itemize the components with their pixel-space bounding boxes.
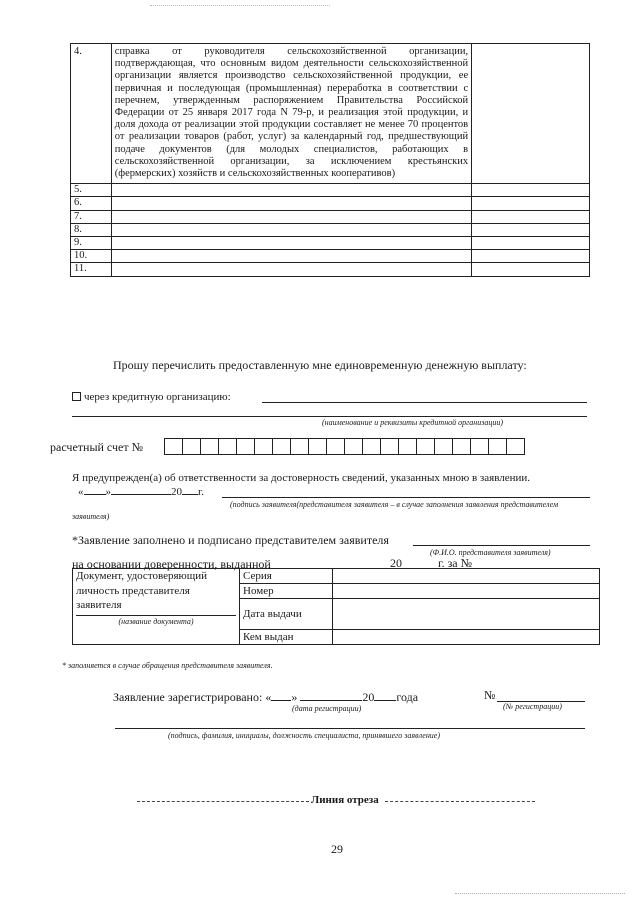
registration-line [113,690,418,705]
number-field[interactable] [333,584,600,599]
account-digit-cell[interactable] [254,438,273,455]
account-digit-cell[interactable] [218,438,237,455]
account-digit-cell[interactable] [236,438,255,455]
representative-fio-field[interactable] [413,545,590,546]
account-label: расчетный счет № [50,440,144,454]
cut-line-right [385,801,535,802]
account-digit-cell[interactable] [452,438,471,455]
credit-org-caption: (наименование и реквизиты кредитной организации) [322,418,504,427]
row-text [111,250,471,263]
scan-artifact [150,5,330,6]
quote-close: » [105,486,111,498]
credit-org-label: через кредитную организацию: [84,391,231,403]
account-digit-cell[interactable] [488,438,507,455]
row-value-cell [472,237,590,250]
row-number: 5. [71,184,112,197]
representative-statement: *Заявление заполнено и подписано представителем заявителя [72,533,389,547]
series-field[interactable] [333,569,600,584]
account-digit-cell[interactable] [380,438,399,455]
month-field[interactable] [111,494,171,495]
signature-caption-cont: заявителя) [72,512,110,521]
quote-open: « [265,690,272,704]
issued-by-field[interactable] [333,630,600,645]
day-field[interactable] [84,494,106,495]
account-digit-cell[interactable] [308,438,327,455]
row-text [111,184,471,197]
reg-number-caption: (№ регистрации) [503,702,562,711]
year-suffix: г. [198,486,205,498]
account-digit-cell[interactable] [344,438,363,455]
page-number: 29 [331,842,343,856]
year-field[interactable] [182,494,198,495]
row-value-cell [472,263,590,276]
row-text [111,263,471,276]
field-label: Кем выдан [240,630,333,645]
payment-request-text: Прошу перечислить предоставленную мне единовременную денежную выплату: [113,358,527,372]
reg-day-field[interactable] [271,700,291,701]
cut-line-left [137,801,309,802]
reg-year-prefix: 20 [362,690,375,704]
account-digit-cell[interactable] [272,438,291,455]
representative-document-table [72,568,600,645]
row-text [111,197,471,210]
row-number: 7. [71,210,112,223]
account-digit-cell[interactable] [182,438,201,455]
reg-number-sign: № [484,688,496,702]
table-row [71,237,590,250]
row-text [111,223,471,236]
row-text: справка от руководителя сельскохозяйственной организации, подтверждающая, что основным видом деятельности сельскохозяйственной организации является производство сельскохозяйственной продукции, ее первичная и последующая (промышленная) переработка в соответствии с перечнем, утвержденным распоряжением Правительства Российской Федерации от 25 января 2017 года N 79-р, и реализация этой продукции, и доля дохода от реализации этой продукции составляет не менее 70 процентов от реализации товаров (работ, услуг) за календарный год, предшествующий подаче документов (для молодых специалистов, работающих в сельскохозяйственной организации, за исключением крестьянских (фермерских) хозяйств и сельскохозяйственных кооперативов) [111,44,471,184]
footnote: * заполняется в случае обращения представителя заявителя. [62,661,273,670]
row-number: 10. [71,250,112,263]
reg-year-field[interactable] [374,700,396,701]
specialist-signature-field[interactable] [115,728,585,729]
document-label: Документ, удостоверяющий личность представителя заявителя [76,570,208,611]
power-of-attorney-label: на основании доверенности, выданной [72,557,271,571]
row-value-cell [472,223,590,236]
account-digit-cell[interactable] [416,438,435,455]
row-value-cell [472,184,590,197]
account-digit-cell[interactable] [506,438,525,455]
table-row [71,210,590,223]
field-label: Серия [240,569,333,584]
cut-line-label: Линия отреза [311,794,379,806]
row-value-cell [472,44,590,184]
account-digit-cell[interactable] [164,438,183,455]
row-number: 11. [71,263,112,276]
checkbox[interactable] [72,392,81,401]
quote-open: « [78,486,84,498]
row-value-cell [472,250,590,263]
table-row [71,250,590,263]
account-digit-cell[interactable] [398,438,417,455]
credit-org-option [72,391,231,403]
row-number: 8. [71,223,112,236]
attorney-year-suffix: г. за № [438,556,473,570]
documents-table [70,43,590,277]
account-digit-cell[interactable] [434,438,453,455]
account-digit-cell[interactable] [362,438,381,455]
account-number-cells[interactable] [165,438,525,455]
attorney-year-prefix: 20 [390,556,402,570]
fio-caption: (Ф.И.О. представителя заявителя) [430,548,551,557]
scan-artifact [455,893,625,894]
reg-month-field[interactable] [300,700,362,701]
registration-label: Заявление зарегистрировано: [113,690,263,704]
document-label-cell [73,569,240,645]
table-row [71,184,590,197]
year-prefix: 20 [171,486,182,498]
signature-caption: (подпись заявителя(представителя заявителя – в случае заполнения заявления представителем [230,500,559,509]
warning-date [78,486,204,498]
row-number: 4. [71,44,112,184]
reg-year-suffix: года [396,690,419,704]
issue-date-field[interactable] [333,599,600,630]
row-number: 6. [71,197,112,210]
table-row [71,223,590,236]
account-digit-cell[interactable] [326,438,345,455]
account-digit-cell[interactable] [470,438,489,455]
field-label: Номер [240,584,333,599]
account-digit-cell[interactable] [290,438,309,455]
row-text [111,210,471,223]
credit-org-field[interactable] [262,402,587,403]
signature-field[interactable] [222,497,590,498]
field-label: Дата выдачи [240,599,333,630]
table-row [73,569,600,584]
table-row [71,197,590,210]
table-row [71,263,590,276]
account-digit-cell[interactable] [200,438,219,455]
responsibility-warning: Я предупрежден(а) об ответственности за достоверность сведений, указанных мною в заявлении. [72,472,531,484]
quote-close: » [291,690,298,704]
row-value-cell [472,210,590,223]
document-caption: (название документа) [76,615,236,627]
specialist-signature-caption: (подпись, фамилия, инициалы, должность специалиста, принявшего заявление) [168,731,440,740]
row-number: 9. [71,237,112,250]
table-row [71,44,590,184]
credit-org-field-line2[interactable] [72,416,587,417]
reg-date-caption: (дата регистрации) [292,704,362,713]
row-value-cell [472,197,590,210]
row-text [111,237,471,250]
